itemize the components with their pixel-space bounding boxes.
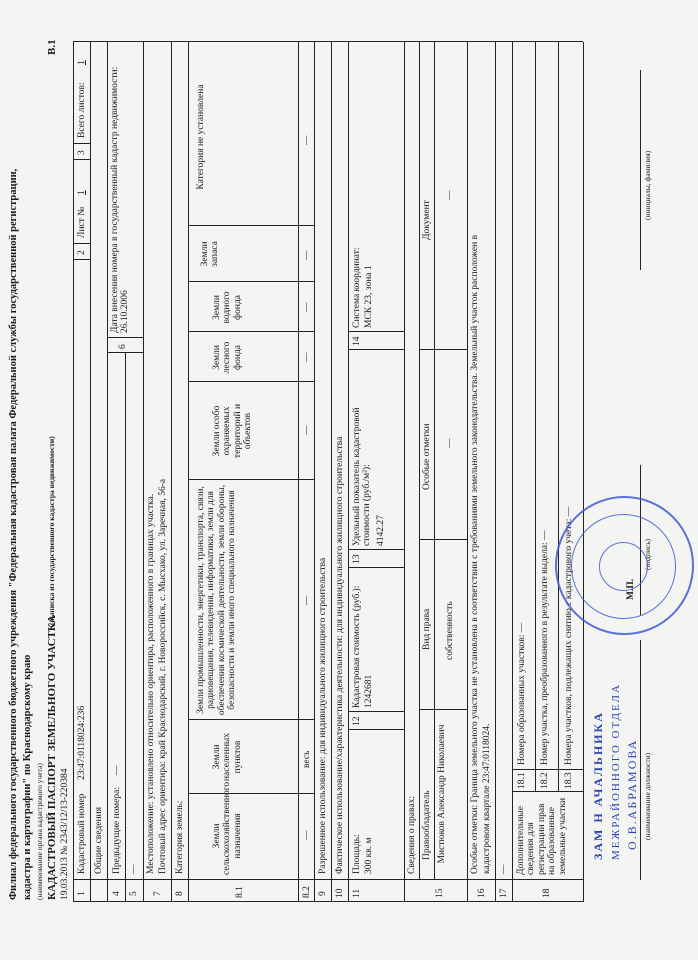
additional-info-label: Дополнительные сведения для регистрации прав на образованные земельные участки <box>516 797 568 875</box>
cell-divider <box>188 719 314 720</box>
mp-label: М.П. <box>626 578 636 600</box>
land-category-label: Категория земель: <box>175 800 185 874</box>
cell-divider <box>188 331 314 332</box>
row-8-2-not-set: — <box>302 135 312 145</box>
org-caption: (наименование органа кадастрового учета) <box>35 763 44 900</box>
formed-plots-numbers: Номера образованных участков: — <box>517 622 527 765</box>
cadastral-cost-label: Кадастровая стоимость (руб.): <box>352 585 362 708</box>
passport-title-note: (выписка из государственного кадастра недвижимости) <box>47 436 56 625</box>
round-seal-emblem <box>599 542 648 591</box>
row-5-value: — <box>129 864 139 874</box>
general-info-heading: Общие сведения <box>94 806 104 874</box>
cell-divider <box>419 539 467 540</box>
row-8-2-water: — <box>302 302 312 312</box>
location-text: Местоположение: установлено относительно ориентира, расположенного в границах участка. <box>146 493 156 874</box>
rights-label: Сведения о правах: <box>407 796 417 874</box>
transformed-plot-number: Номер участка, преобразованного в результате выдела: — <box>540 530 550 765</box>
row-8-2-protected: — <box>302 425 312 435</box>
row-divider <box>512 42 513 902</box>
row-8-2-number: 8.2 <box>302 886 312 898</box>
postal-address: Почтовый адрес ориентира: край Краснодарский, г. Новороссийск, с. Мысхако, ул. Заречная, 56-а <box>158 478 168 874</box>
special-marks-header: Особые отметки <box>422 423 432 490</box>
row-16-number: 16 <box>477 888 487 898</box>
cell-divider <box>348 729 404 730</box>
row-17-number: 17 <box>499 888 509 898</box>
area-value: 300 кв. м <box>364 837 374 874</box>
row-17-value: — <box>499 864 509 874</box>
row-1-number: 1 <box>77 891 87 896</box>
special-marks-line-2: кадастровом квартале 23:47:0118024. <box>482 723 492 874</box>
row-8-1-number: 8.1 <box>235 886 245 898</box>
special-marks-value: — <box>445 438 455 448</box>
specific-cost-value: 4142.27 <box>376 515 386 546</box>
row-divider <box>125 353 126 902</box>
row-18-2-number: 18.2 <box>540 772 550 789</box>
previous-numbers-value: — <box>112 765 122 775</box>
org-line-1: Филиал федерального государственного бюджетного учреждения "Федеральная кадастровая палата Федеральной службы государственной регистрации, <box>8 168 19 900</box>
org-line-2: кадастра и картографии" по Краснодарскому краю <box>22 654 33 900</box>
row-14-number: 14 <box>352 336 362 346</box>
category-settlements: Земли населенных пунктов <box>212 732 243 782</box>
area-label: Площадь: <box>352 834 362 874</box>
cell-divider <box>188 479 314 480</box>
row-divider <box>107 42 108 902</box>
right-type-value: собственность <box>445 601 455 660</box>
row-9-number: 9 <box>318 891 328 896</box>
coordinate-system-label: Система координат: <box>352 247 362 328</box>
cell-divider <box>348 549 404 550</box>
actual-use: Фактическое использование/характеристика деятельности: для индивидуального жилищного строительства <box>335 436 345 874</box>
document-number: 19.03.2013 № 2343/12/13-220384 <box>60 768 70 900</box>
row-10-number: 10 <box>335 888 345 898</box>
cadastral-cost-value: 1242681 <box>364 674 374 708</box>
row-11-number: 11 <box>352 888 362 898</box>
position-stamp-line-2: МЕЖРАЙОННОГО ОТДЕЛА <box>610 683 622 860</box>
cell-divider <box>419 349 467 350</box>
row-3-number: 3 <box>77 150 87 155</box>
signature-caption: (подпись) <box>643 538 652 570</box>
row-divider <box>348 42 349 902</box>
row-8-2-forest: — <box>302 352 312 362</box>
number-column-divider <box>73 879 583 880</box>
row-4-number: 4 <box>112 891 122 896</box>
row-15-number: 15 <box>435 888 445 898</box>
form-code: В.1 <box>46 39 58 55</box>
plots-to-deregister: Номера участков, подлежащих снятию с кадастрового учета: — <box>564 506 574 765</box>
cell-divider <box>73 243 90 244</box>
cell-divider <box>348 567 404 568</box>
row-divider <box>143 42 144 902</box>
total-sheets-value: 1 <box>77 60 87 65</box>
row-13-number: 13 <box>352 554 362 564</box>
category-agricultural: Земли сельскохозяйственного назначения <box>212 781 243 875</box>
number-entry-date: Дата внесения номера в государственный кадастр недвижимости: 26.10.2006 <box>110 66 131 333</box>
cell-divider <box>107 337 143 338</box>
cell-divider <box>512 791 583 792</box>
category-industry: Земли промышленности, энергетики, транспорта, связи, радиовещания, телевидения, информатики, земли для обеспечения космической деятельности, земли обороны, безопасности и земли иного специального назначения <box>196 484 238 716</box>
cell-divider <box>188 793 314 794</box>
row-18-3-number: 18.3 <box>564 772 574 789</box>
sheet-number-value: 1 <box>77 190 87 195</box>
cell-divider <box>73 259 90 260</box>
row-divider <box>419 42 420 880</box>
right-type-header: Вид права <box>422 608 432 650</box>
signature-line <box>640 70 641 270</box>
coordinate-system-value: МСК 23, зона 1 <box>364 265 374 328</box>
row-divider <box>171 42 172 902</box>
row-8-2-industry: — <box>302 595 312 605</box>
category-not-set: Категория не установлена <box>196 84 206 190</box>
owner-header: Правообладатель <box>422 790 432 860</box>
row-8-2-reserve: — <box>302 250 312 260</box>
cell-divider <box>188 381 314 382</box>
cell-divider <box>512 769 583 770</box>
row-divider <box>314 42 315 902</box>
document-value: — <box>445 190 455 200</box>
special-marks-line-1: Особые отметки: Граница земельного участка не установлена в соответствии с требованиями земельного законодательства. Земельный участок расположен в <box>470 234 480 874</box>
row-8-2-settlements: весь <box>302 750 312 768</box>
row-divider <box>434 42 435 880</box>
cadastral-number-value: 23:47:0118024:236 <box>77 705 87 780</box>
cell-divider <box>419 709 467 710</box>
table-border-right <box>73 41 583 42</box>
position-caption: (наименование должности) <box>643 752 652 840</box>
round-seal <box>555 496 694 635</box>
cell-divider <box>348 711 404 712</box>
category-water: Земли водного фонда <box>212 291 243 324</box>
row-8-2-agricultural: — <box>302 830 312 840</box>
row-divider <box>331 42 332 902</box>
cell-divider <box>188 225 314 226</box>
row-18-number: 18 <box>542 888 552 898</box>
position-stamp-line-1: ЗАМ Н АЧАЛЬНИКА <box>591 711 605 860</box>
cell-divider <box>188 281 314 282</box>
row-divider <box>535 42 536 792</box>
row-divider <box>558 42 559 792</box>
row-divider <box>467 42 468 902</box>
passport-title: КАДАСТРОВЫЙ ПАСПОРТ ЗЕМЕЛЬНОГО УЧАСТКА <box>46 615 58 900</box>
category-protected: Земли особо охраняемых территорий и объектов <box>212 403 254 459</box>
owner-value: Мистюков Александр Николаевич <box>437 724 447 864</box>
specific-cost-label: Удельный показатель кадастровой стоимости (руб./м²): <box>352 407 373 546</box>
row-8-number: 8 <box>175 891 185 896</box>
name-stamp: О.В.АБРАМОВА <box>625 738 639 850</box>
cell-divider <box>348 349 404 350</box>
cell-divider <box>73 143 90 144</box>
signature-line <box>640 640 641 880</box>
table-border-top <box>73 42 74 902</box>
initials-caption: (инициалы, фамилия) <box>643 150 652 220</box>
row-divider <box>298 42 299 902</box>
permitted-use: Разрешенное использование: для индивидуального жилищного строительства <box>318 557 328 874</box>
cell-divider <box>73 159 90 160</box>
category-forest: Земли лесного фонда <box>212 341 243 374</box>
document-header: Документ <box>422 200 432 240</box>
row-divider <box>188 42 189 902</box>
row-12-number: 12 <box>352 716 362 726</box>
total-sheets-label: Всего листов: <box>77 82 87 138</box>
row-6-number: 6 <box>118 344 128 349</box>
cadastral-number-label: Кадастровый номер <box>77 793 87 874</box>
previous-numbers-label: Предыдущие номера: <box>112 787 122 874</box>
row-7-number: 7 <box>153 891 163 896</box>
row-18-1-number: 18.1 <box>517 772 527 789</box>
cell-divider <box>348 331 404 332</box>
row-2-number: 2 <box>77 250 87 255</box>
row-divider <box>404 42 405 902</box>
row-divider <box>90 42 91 902</box>
sheet-number-label: Лист № <box>77 206 87 238</box>
row-5-number: 5 <box>129 891 139 896</box>
row-divider <box>495 42 496 902</box>
table-border-bottom <box>583 42 584 902</box>
category-reserve: Земли запаса <box>200 241 221 267</box>
table-border-left <box>73 901 583 902</box>
